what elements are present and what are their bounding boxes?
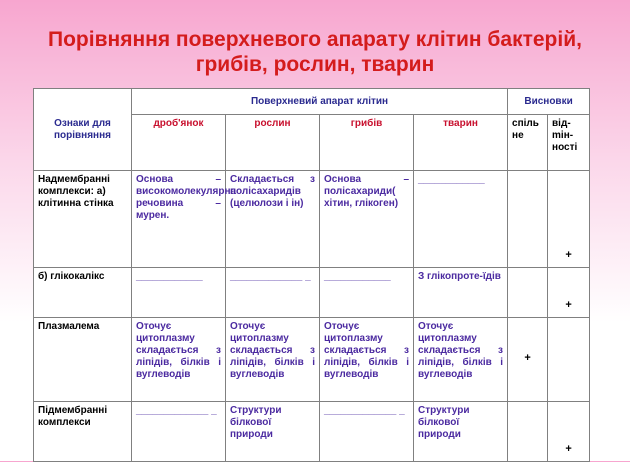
cell-fungi: _____________ _ bbox=[320, 402, 414, 462]
cell-differences: + bbox=[548, 171, 590, 268]
header-animals: тварин bbox=[414, 115, 508, 171]
header-features: Ознаки для порівняння bbox=[34, 89, 132, 171]
header-plants: рослин bbox=[226, 115, 320, 171]
cell-common bbox=[508, 171, 548, 268]
cell-plants: _____________ _ bbox=[226, 268, 320, 318]
cell-fungi: Основа – полісахариди( хітин, глікоген) bbox=[320, 171, 414, 268]
title-line-2: грибів, рослин, тварин bbox=[195, 53, 435, 76]
row-label: б) глікокалікс bbox=[34, 268, 132, 318]
header-conclusions: Висновки bbox=[508, 89, 590, 115]
cell-differences: + bbox=[548, 402, 590, 462]
header-differences: відmінності bbox=[548, 115, 590, 171]
header-surface-apparatus: Поверхневий апарат клітин bbox=[132, 89, 508, 115]
cell-plants: Оточує цитоплазму складається з ліпідів, білків і вуглеводів bbox=[226, 318, 320, 402]
row-label: Підмембранні комплекси bbox=[34, 402, 132, 462]
cell-common: + bbox=[508, 318, 548, 402]
cell-common bbox=[508, 402, 548, 462]
cell-differences: + bbox=[548, 268, 590, 318]
cell-bacteria: Оточує цитоплазму складається з ліпідів, білків і вуглеводів bbox=[132, 318, 226, 402]
cell-animals: Структури білкової природи bbox=[414, 402, 508, 462]
cell-animals: З глікопроте-їдів bbox=[414, 268, 508, 318]
header-common: спіль не bbox=[508, 115, 548, 171]
cell-animals: Оточує цитоплазму складається з ліпідів, білків і вуглеводів bbox=[414, 318, 508, 402]
header-fungi: грибів bbox=[320, 115, 414, 171]
cell-plants: Структури білкової природи bbox=[226, 402, 320, 462]
table-row bbox=[34, 268, 590, 318]
cell-fungi: ____________ bbox=[320, 268, 414, 318]
comparison-table bbox=[33, 88, 590, 462]
cell-animals: ____________ bbox=[414, 171, 508, 268]
cell-bacteria: Основа – високомолекулярна речовина – мурен. bbox=[132, 171, 226, 268]
table-row bbox=[34, 402, 590, 462]
cell-bacteria: _____________ _ bbox=[132, 402, 226, 462]
cell-differences bbox=[548, 318, 590, 402]
cell-fungi: Оточує цитоплазму складається з ліпідів, білків і вуглеводів bbox=[320, 318, 414, 402]
table-row bbox=[34, 171, 590, 268]
row-label: Плазмалема bbox=[34, 318, 132, 402]
header-bacteria: дроб'янок bbox=[132, 115, 226, 171]
row-label: Надмембранні комплекси: а) клітинна стінка bbox=[34, 171, 132, 268]
table-row bbox=[34, 318, 590, 402]
slide-title bbox=[0, 27, 630, 77]
cell-common bbox=[508, 268, 548, 318]
cell-plants: Складається з полісахаридів (целюлози і ін) bbox=[226, 171, 320, 268]
title-line-1: Порівняння поверхневого апарату клітин бактерій, bbox=[48, 28, 582, 51]
cell-bacteria: ____________ bbox=[132, 268, 226, 318]
